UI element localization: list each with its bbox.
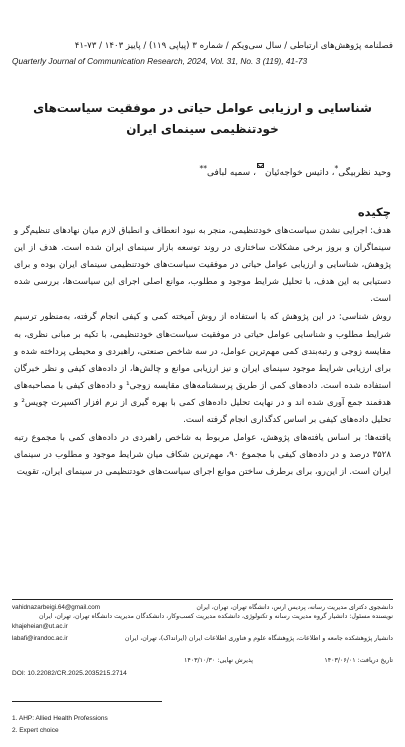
affiliation-3-text: دانشیار پژوهشکده جامعه و اطلاعات، پژوهشگاه علوم و فناوری اطلاعات ایران (ایرانداک)، تهران، ایران (124, 635, 393, 642)
received-date: تاریخ دریافت: ۱۴۰۳/۰۶/۰۱ (324, 657, 393, 664)
author-list: وحید نظربیگی*، داتیس خواجه‌ئیان، سمیه لبافی** (199, 164, 391, 178)
accepted-date: پذیرش نهایی: ۱۴۰۳/۱۰/۳۰ (184, 657, 253, 664)
abstract-findings: یافته‌ها: بر اساس یافته‌های پژوهش، عوامل مربوط به شاخص راهبردی در داده‌های کمی با مجموع رتبه ۳۵۲۸ درصد و در داده‌های کیفی با مجموع ۹۰، مهم‌ترین شکاف میان شرایط موجود و مطلوب در سینمای ایران است. از این‌رو، برای برطرف ساختن موانع اجرای سیاست‌های خودتنظیمی در سینمای ایران، تقویت (14, 433, 392, 478)
footnote-2: 2. Expert choice (12, 727, 59, 734)
abstract-body (14, 223, 391, 481)
affiliation-1-email[interactable]: vahidnazarbeigi.64@gmail.com (12, 604, 100, 611)
author-1-name: وحید نظربیگی (338, 168, 391, 178)
abstract-objective: هدف: اجرایی نشدن سیاست‌های خودتنظیمی، منجر به نبود انعطاف و انطباق لازم میان نهادهای تنظیم‌گر و سینماگران و بروز برخی مشکلات ساختاری در روند توسعه بازار سینمای ایران شده است. هدف از این پژوهش، شناسایی و ارزیابی عوامل حیاتی در موفقیت سیاست‌های خودتنظیمی سینمای ایران بوده و برای دستیابی به این هدف، با تحلیل شرایط موجود و مطلوب، موانع اصلی اجرای این سیاست‌ها، بررسی شده است. (14, 226, 391, 305)
affiliation-1-text: دانشجوی دکترای مدیریت رسانه، پردیس ارس، دانشگاه تهران، تهران، ایران (196, 604, 393, 611)
footnote-1: 1. AHP: Allied Health Professions (12, 715, 108, 722)
author-2-name: داتیس خواجه‌ئیان (264, 168, 329, 178)
article-title-line-1: شناسایی و ارزیابی عوامل حیاتی در موفقیت سیاست‌های (33, 101, 372, 115)
article-title-line-2: خودتنظیمی سینمای ایران (126, 122, 279, 136)
abstract-heading: چکیده (357, 205, 391, 219)
corresponding-author-envelope-icon (256, 164, 265, 173)
doi[interactable]: DOI: 10.22082/CR.2025.2035215.2714 (12, 670, 127, 677)
author-3-name: سمیه لبافی (207, 168, 251, 178)
journal-header-english: Quarterly Journal of Communication Research, 2024, Vol. 31, No. 3 (119), 41-73 (12, 56, 308, 66)
author-1-mark: * (334, 164, 339, 173)
footnotes (12, 713, 108, 737)
affiliation-2-email[interactable]: khajeheian@ut.ac.ir (12, 623, 68, 630)
abstract-methodology: روش شناسی: در این پژوهش که با استفاده از روش آمیخته کمی و کیفی انجام گرفته، به‌منظور ترسیم شرایط مطلوب و شناسایی عوامل حیاتی در موفقیت سیاست‌های خودتنظیمی، با تکیه بر مبانی نظری، به مقایسه زوجی و رتبه‌بندی کمی مهم‌ترین عوامل، در سه شاخص صنعتی، راهبردی و محیطی پرداخته شده و برای ارزیابی شرایط موجود سینمای ایران و نیز ارزیابی موانع و چالش‌ها، از داده‌های کیفی و نظر خبرگان استفاده شده است. داده‌های کمی از طریق پرسشنامه‌های مقایسه زوجی¹ و داده‌های کیفی با مصاحبه‌های هدفمند جمع آوری شده اند و در نهایت تحلیل داده‌های کمی با بهره گیری از نرم افزار اکسپرت چویس² و تحلیل داده‌های کیفی بر اساس کدگذاری انجام گرفته است. (14, 312, 391, 426)
author-3-mark: ** (199, 164, 208, 173)
footer-divider (12, 599, 393, 600)
affiliation-3-email[interactable]: labafi@irandoc.ac.ir (12, 635, 68, 642)
footnote-divider (12, 701, 162, 702)
journal-header-persian: فصلنامه پژوهش‌های ارتباطی / سال سی‌ویکم / شماره ۳ (پیاپی ۱۱۹) / پاییز ۱۴۰۳ / ۷۳-۴۱ (74, 41, 393, 51)
affiliation-2-text: نویسنده مسئول: دانشیار گروه مدیریت رسانه و تکنولوژی، دانشکده مدیریت کسب‌وکار، دانشکدگان مدیریت دانشگاه تهران، تهران، ایران (39, 613, 393, 620)
article-title (20, 98, 385, 140)
